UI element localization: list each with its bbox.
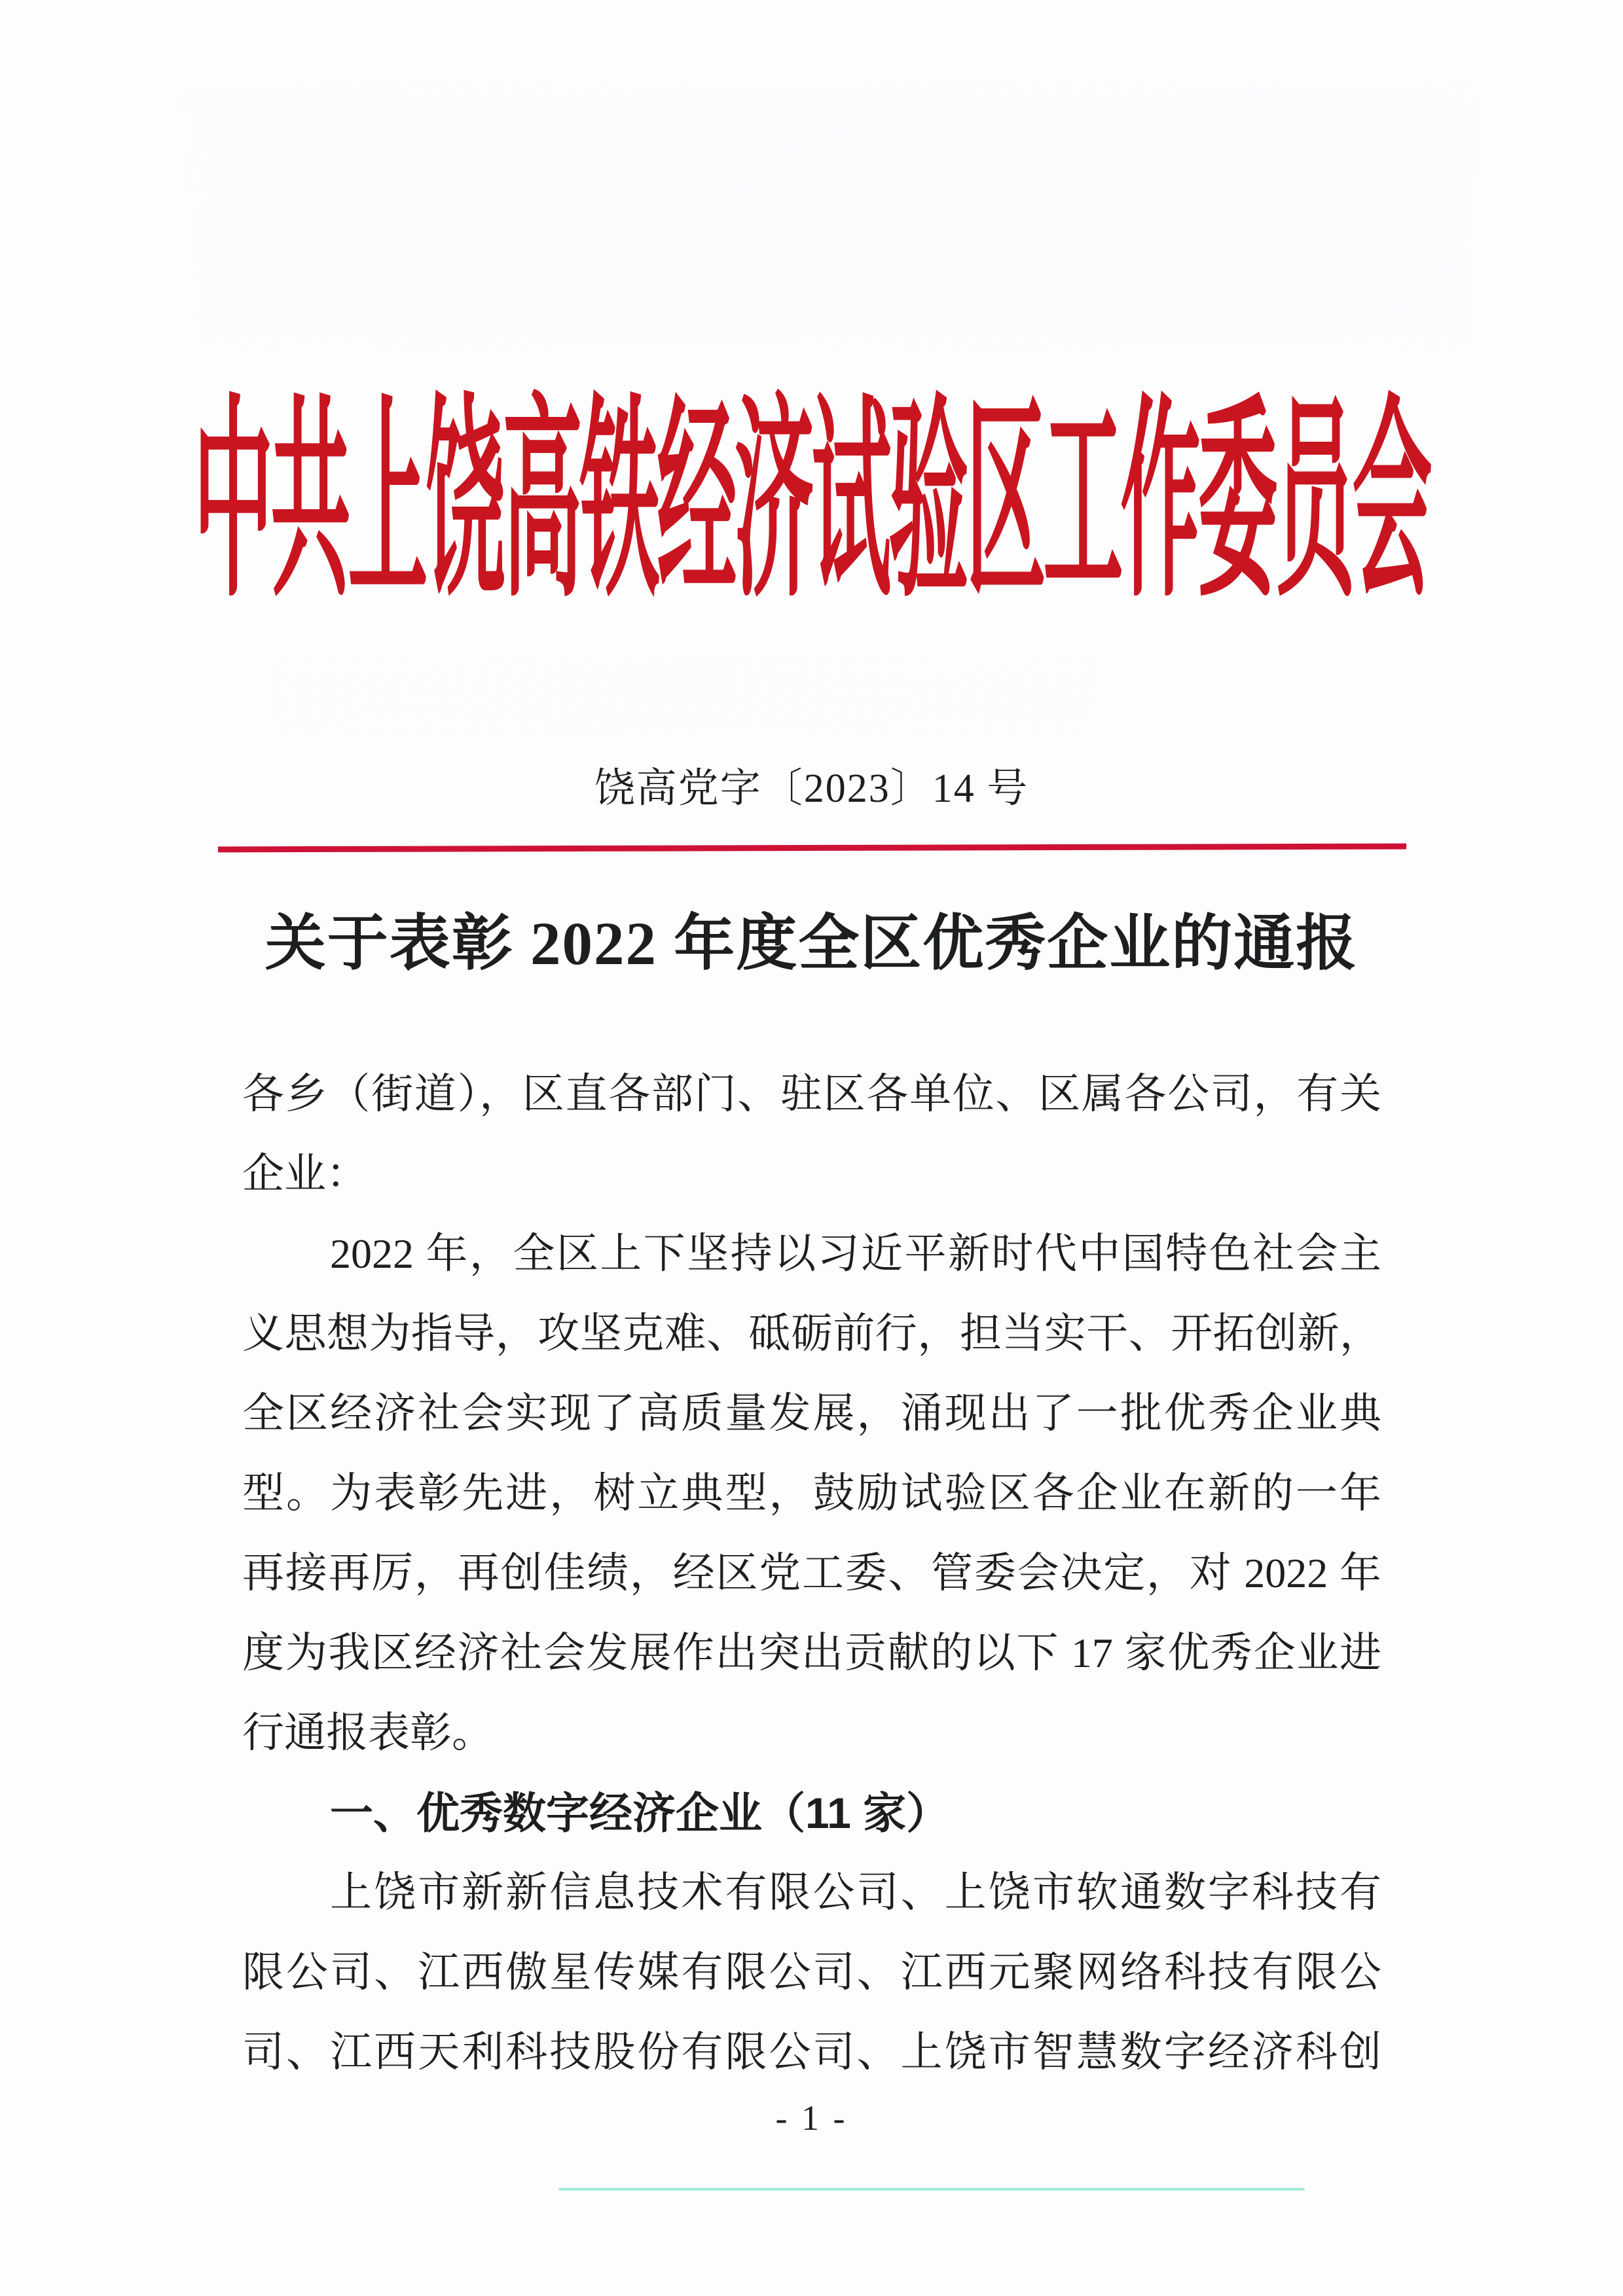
document-title: 关于表彰 2022 年度全区优秀企业的通报 (264, 910, 1359, 978)
red-separator-line (218, 844, 1406, 853)
body-line: 全区经济社会实现了高质量发展，涌现出了一批优秀企业典 (242, 1390, 1381, 1437)
scan-edge-artifact (558, 2188, 1305, 2191)
body-line: 2022 年，全区上下坚持以习近平新时代中国特色社会主 (330, 1230, 1381, 1277)
body-line: 企业： (242, 1151, 368, 1197)
page-number: - 1 - (775, 2098, 848, 2138)
body-line: 上饶市新新信息技术有限公司、上饶市软通数字科技有 (330, 1869, 1381, 1916)
document-number: 饶高党字〔2023〕14 号 (594, 766, 1029, 811)
body-line: 各乡（街道），区直各部门、驻区各单位、区属各公司，有关 (242, 1071, 1381, 1117)
scan-bleed-artifact-middle (282, 661, 1100, 733)
body-line: 度为我区经济社会发展作出突出贡献的以下 17 家优秀企业进 (242, 1630, 1381, 1676)
body-line: 司、江西天利科技股份有限公司、上饶市智慧数字经济科创 (242, 2029, 1381, 2075)
body-line: 行通报表彰。 (242, 1710, 494, 1756)
body-line: 一、优秀数字经济企业（11 家） (330, 1789, 950, 1837)
body-line: 再接再厉，再创佳绩，经区党工委、管委会决定，对 2022 年 (242, 1550, 1381, 1596)
scan-bleed-artifact-top (190, 85, 1467, 347)
document-body (242, 1054, 1381, 2092)
body-line: 义思想为指导，攻坚克难、砥砺前行，担当实干、开拓创新， (242, 1310, 1381, 1357)
body-line: 限公司、江西傲星传媒有限公司、江西元聚网络科技有限公 (242, 1949, 1381, 1996)
agency-header-title: 中共上饶高铁经济试验区工作委员会 (193, 384, 1430, 623)
body-line: 型。为表彰先进，树立典型，鼓励试验区各企业在新的一年 (242, 1470, 1381, 1516)
red-header-banner (0, 383, 1623, 626)
